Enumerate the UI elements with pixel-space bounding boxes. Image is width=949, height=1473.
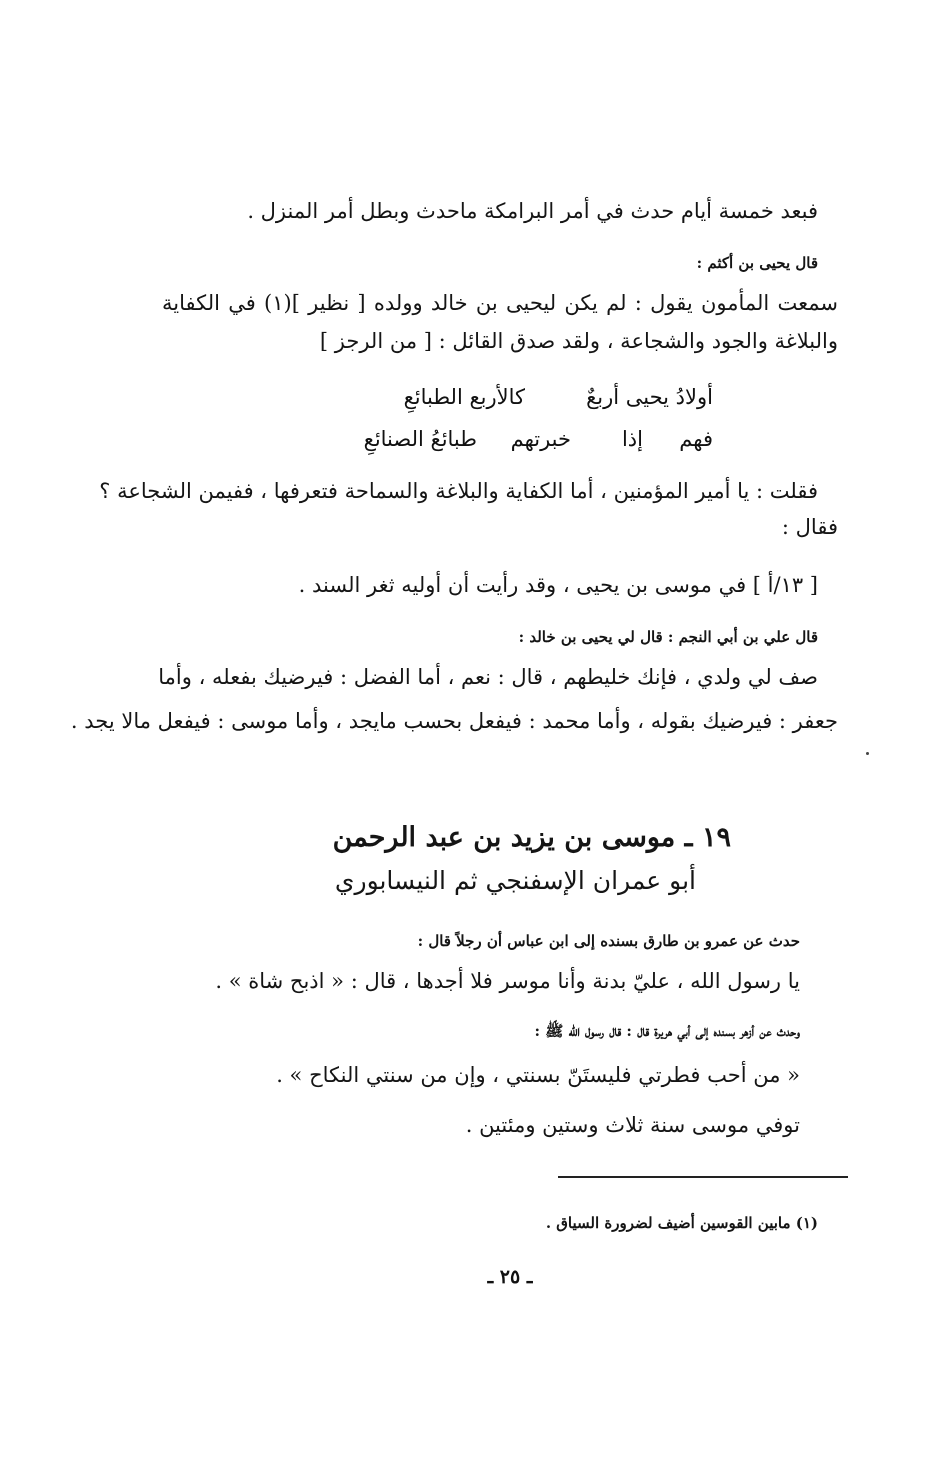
text-line: صف لي ولدي ، فإنك خليطهم ، قال : نعم ، أما الفضل : فيرضيك بفعله ، وأما (158, 665, 818, 689)
page-number: ـ ٢٥ ـ (487, 1266, 533, 1288)
text-line: [ ١٣/أ ] في موسى بن يحيى ، وقد رأيت أن أوليه ثغر السند . (298, 573, 818, 597)
footnote: (١) مابين القوسين أضيف لضرورة السياق . (545, 1214, 818, 1232)
narrator-attribution: وحدث عن أزهر بسنده إلى أبي هريرة قال : قال رسول الله ﷺ : (534, 1022, 800, 1040)
text-line: والبلاغة والجود والشجاعة ، ولقد صدق القائل : [ من الرجز ] (319, 329, 838, 353)
verse-hemistich: كالأربع الطبائعِ (403, 385, 525, 409)
verse-hemistich: طبائعُ الصنائعِ (363, 427, 477, 451)
text-line: جعفر : فيرضيك بقوله ، وأما محمد : فيفعل بحسب مايجد ، وأما موسى : فيفعل مالا يجد . (70, 709, 838, 733)
text-line: يا رسول الله ، عليّ بدنة وأنا موسر فلا أجدها ، قال : « اذبح شاة » . (215, 969, 800, 993)
narrator-attribution: قال علي بن أبي النجم : قال لي يحيى بن خالد : (518, 628, 818, 646)
verse-word: خبرتهم (510, 427, 571, 451)
verse-hemistich: أولادُ يحيى أربعٌ (586, 385, 713, 409)
text-line: فقلت : يا أمير المؤمنين ، أما الكفاية والبلاغة والسماحة فتعرفها ، ففيمن الشجاعة ؟ (99, 479, 818, 503)
entry-title: ١٩ ـ موسى بن يزيد بن عبد الرحمن (332, 822, 731, 853)
narrator-attribution: قال يحيى بن أكثم : (696, 254, 818, 272)
verse-word: إذا (621, 427, 643, 451)
scan-speck (866, 752, 869, 755)
text-line: « من أحب فطرتي فليستَنّ بسنتي ، وإن من سنتي النكاح » . (276, 1063, 800, 1087)
text-line: فقال : (781, 515, 838, 539)
verse-word: فهم (679, 427, 713, 451)
entry-subtitle: أبو عمران الإسفنجي ثم النيسابوري (334, 866, 696, 895)
footnote-separator (558, 1176, 848, 1178)
text-line: فبعد خمسة أيام حدث في أمر البرامكة ماحدث وبطل أمر المنزل . (247, 199, 818, 223)
text-line: سمعت المأمون يقول : لم يكن ليحيى بن خالد وولده [ نظير ](١) في الكفاية (162, 291, 838, 315)
text-line: توفي موسى سنة ثلاث وستين ومئتين . (465, 1113, 800, 1137)
narrator-attribution: حدث عن عمرو بن طارق بسنده إلى ابن عباس أن رجلاً قال : (417, 932, 800, 950)
